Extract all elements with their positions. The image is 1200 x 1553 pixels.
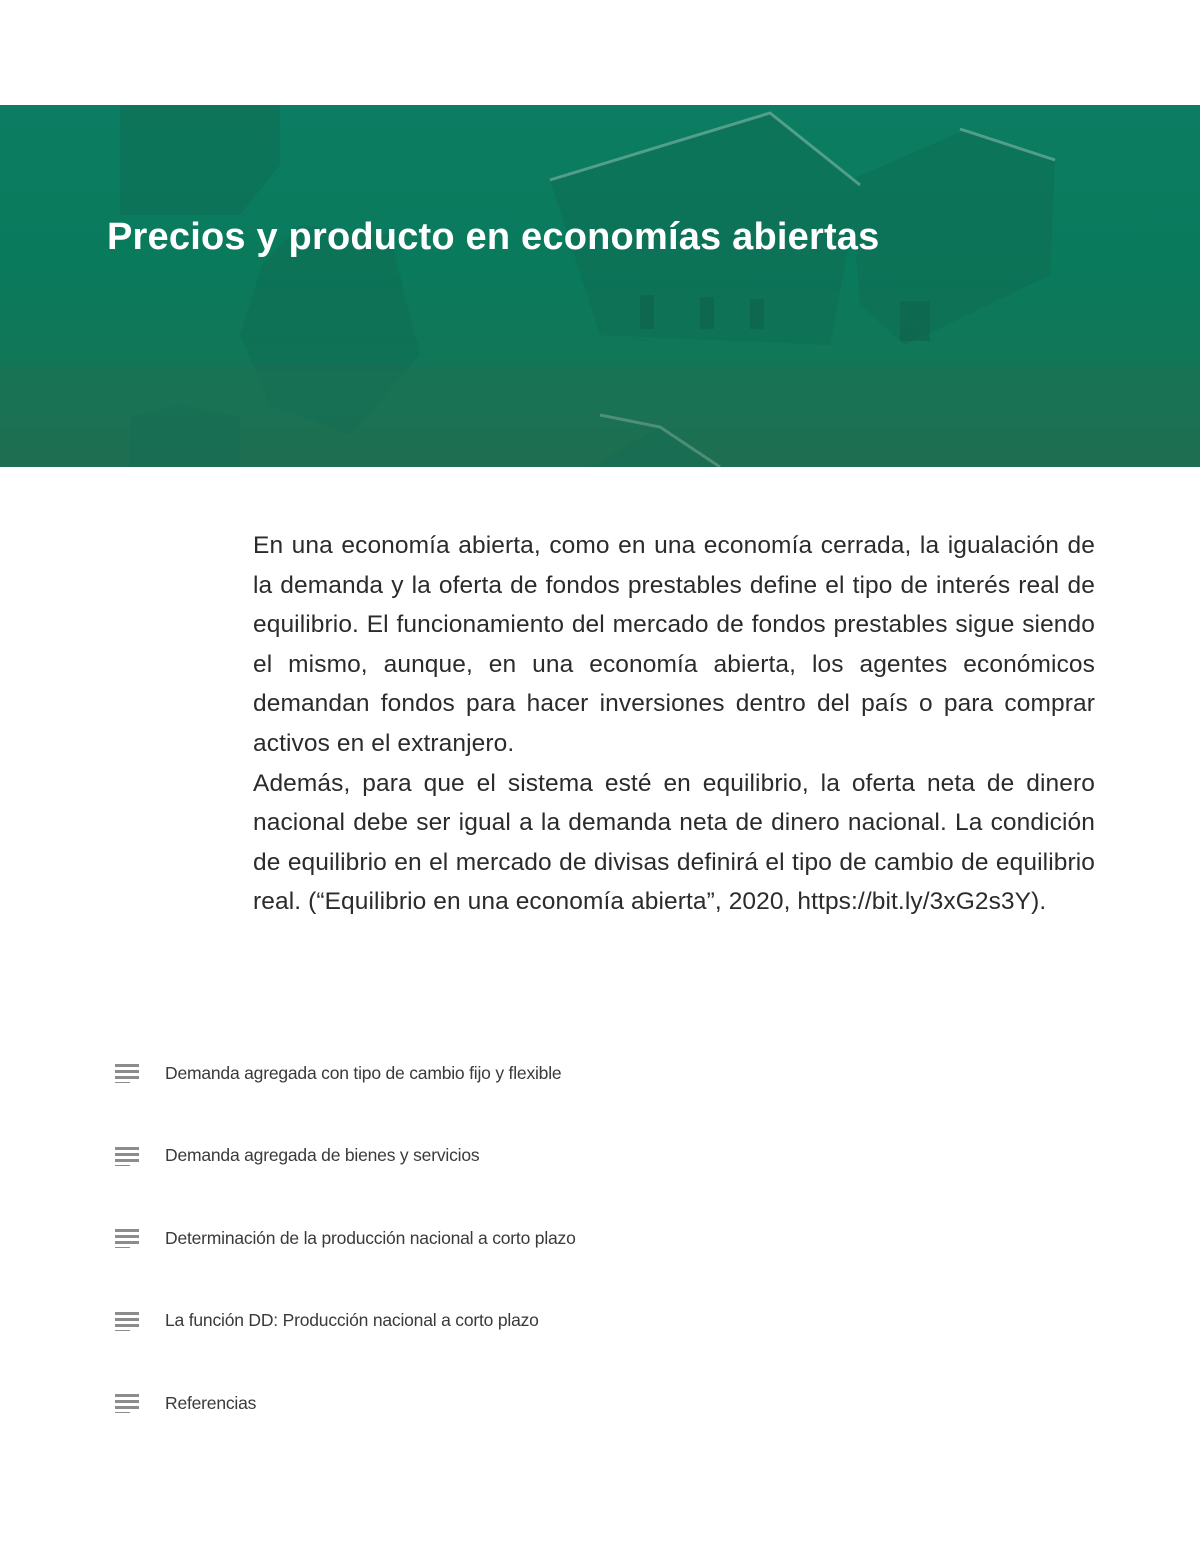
- topic-item[interactable]: [115, 1052, 1015, 1094]
- topic-label: Demanda agregada de bienes y servicios: [165, 1145, 480, 1165]
- topic-item[interactable]: [115, 1382, 1015, 1424]
- topic-label: Determinación de la producción nacional a corto plazo: [165, 1227, 576, 1248]
- text-lines-icon: [115, 1228, 141, 1248]
- intro-text: [253, 526, 1095, 922]
- intro-paragraph: Además, para que el sistema esté en equilibrio, la oferta neta de dinero nacional debe ser igual a la demanda neta de dinero nacional. La condición de equilibrio en el mercado de divisas definirá el tipo de cambio de equilibrio real. (“Equilibrio en una economía abierta”, 2020, https://bit.ly/3xG2s3Y).: [253, 769, 1095, 916]
- text-lines-icon: [115, 1063, 141, 1083]
- topic-item[interactable]: [115, 1135, 1015, 1177]
- header-banner: [0, 105, 1200, 467]
- text-lines-icon: [115, 1393, 141, 1413]
- page-title: Precios y producto en economías abiertas: [107, 216, 880, 258]
- intro-paragraph: En una economía abierta, como en una economía cerrada, la igualación de la demanda y la oferta de fondos prestables define el tipo de interés real de equilibrio. El funcionamiento del mercado de fondos prestables sigue siendo el mismo, aunque, en una economía abierta, los agentes económicos demandan fondos para hacer inversiones dentro del país o para comprar activos en el extranjero.: [253, 532, 1095, 757]
- topic-label: Demanda agregada con tipo de cambio fijo y flexible: [165, 1062, 562, 1083]
- text-lines-icon: [115, 1311, 141, 1331]
- topic-item[interactable]: [115, 1217, 1015, 1259]
- topic-label: La función DD: Producción nacional a corto plazo: [165, 1310, 539, 1330]
- topic-item[interactable]: [115, 1300, 1015, 1342]
- text-lines-icon: [115, 1146, 141, 1166]
- topic-label: Referencias: [165, 1392, 257, 1413]
- topic-list: [115, 1052, 1015, 1465]
- banner-background-image: [0, 105, 1200, 467]
